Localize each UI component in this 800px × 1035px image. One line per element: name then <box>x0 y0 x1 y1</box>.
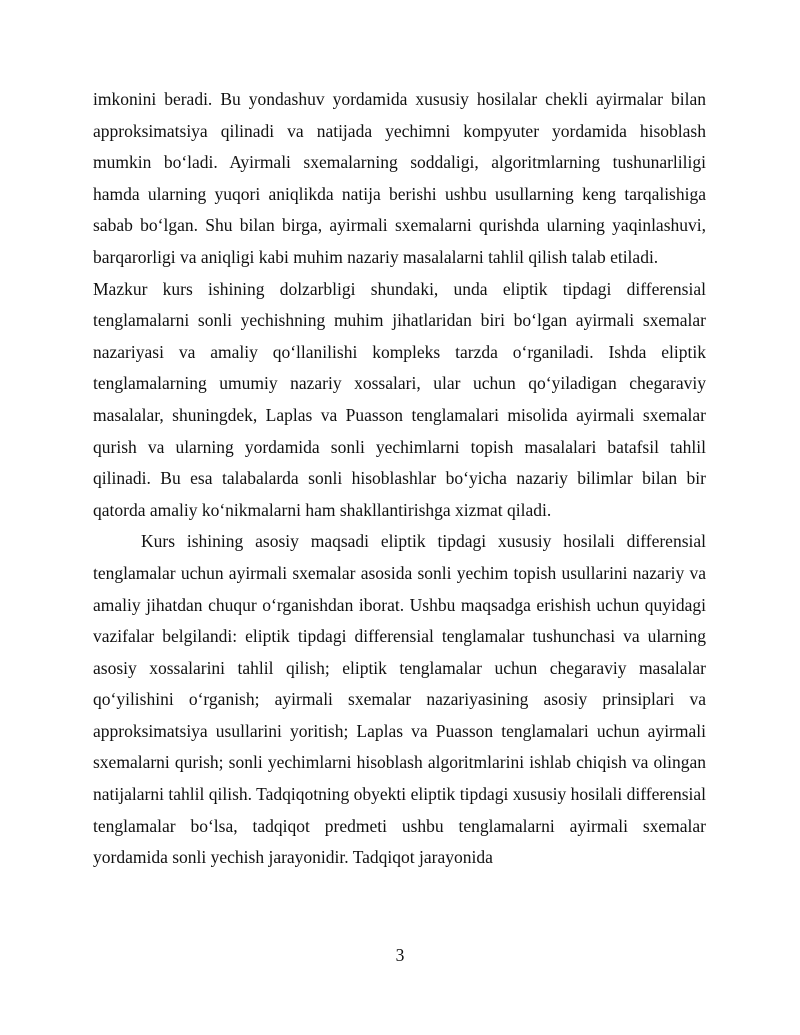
body-text <box>93 84 706 874</box>
paragraph-1: imkonini beradi. Bu yondashuv yordamida xususiy hosilalar chekli ayirmalar bilan approksimatsiya qilinadi va natijada yechimni kompyuter yordamida hisoblash mumkin bo‘ladi. Ayirmali sxemalarning soddaligi, algoritmlarning tushunarliligi hamda ularning yuqori aniqlikda natija berishi ushbu usullarning keng tarqalishiga sabab bo‘lgan. Shu bilan birga, ayirmali sxemalarni qurishda ularning yaqinlashuvi, barqarorligi va aniqligi kabi muhim nazariy masalalarni tahlil qilish talab etiladi. <box>93 89 706 267</box>
paragraph-2: Mazkur kurs ishining dolzarbligi shundaki, unda eliptik tipdagi differensial tenglamalarni sonli yechishning muhim jihatlaridan biri bo‘lgan ayirmali sxemalar nazariyasi va amaliy qo‘llanilishi kompleks tarzda o‘rganiladi. Ishda eliptik tenglamalarning umumiy nazariy xossalari, ular uchun qo‘yiladigan chegaraviy masalalar, shuningdek, Laplas va Puasson tenglamalari misolida ayirmali sxemalar qurish va ularning yordamida sonli yechimlarni topish masalalari batafsil tahlil qilinadi. Bu esa talabalarda sonli hisoblashlar bo‘yicha nazariy bilimlar bilan bir qatorda amaliy ko‘nikmalarni ham shakllantirishga xizmat qiladi. <box>93 278 706 520</box>
paragraph-3: Kurs ishining asosiy maqsadi eliptik tipdagi xususiy hosilali differensial tenglamalar uchun ayirmali sxemalar asosida sonli yechim topish usullarini nazariy va amaliy jihatdan chuqur o‘rganishdan iborat. Ushbu maqsadga erishish uchun quyidagi vazifalar belgilandi: eliptik tipdagi differensial tenglamalar tushunchasi va ularning asosiy xossalarini tahlil qilish; eliptik tenglamalar uchun chegaraviy masalalar qo‘yilishini o‘rganish; ayirmali sxemalar nazariyasining asosiy prinsiplari va approksimatsiya usullarini yoritish; Laplas va Puasson tenglamalari uchun ayirmali sxemalarni qurish; sonli yechimlarni hisoblash algoritmlarini ishlab chiqish va olingan natijalarni tahlil qilish. Tadqiqotning obyekti eliptik tipdagi xususiy hosilali differensial tenglamalar bo‘lsa, tadqiqot predmeti ushbu tenglamalarni ayirmali sxemalar yordamida sonli yechish jarayonidir. Tadqiqot jarayonida <box>93 531 706 868</box>
page-number: 3 <box>395 945 405 965</box>
